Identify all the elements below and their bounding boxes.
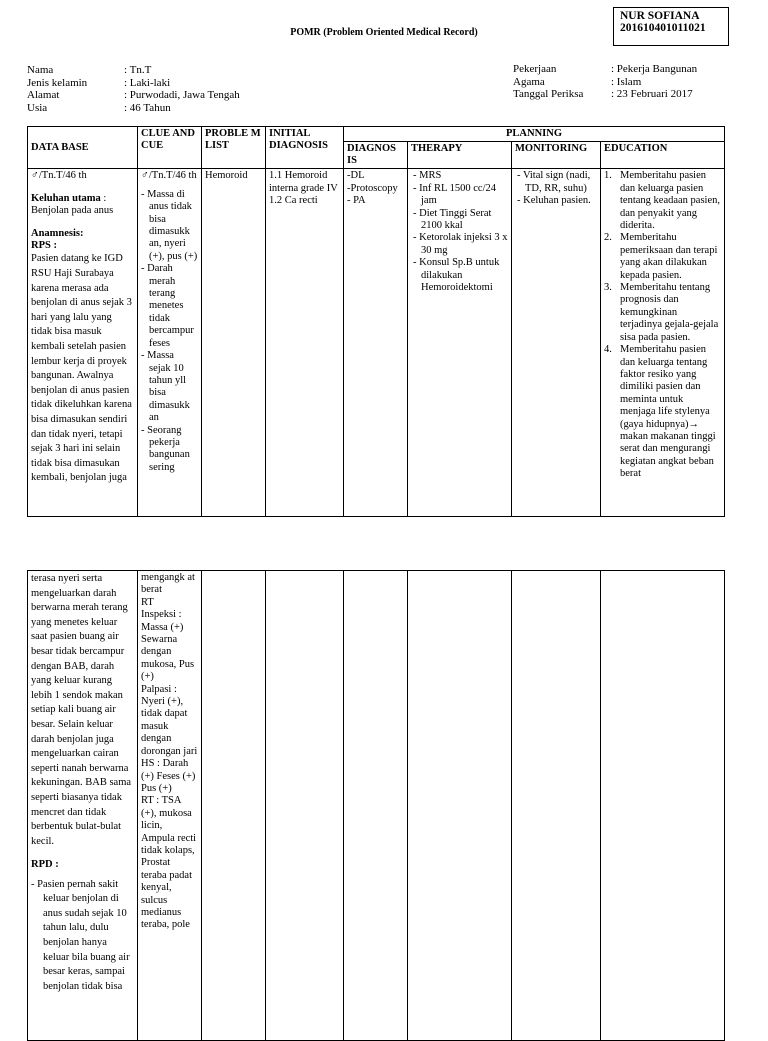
therapy-item: - Ketorolak injeksi 3 x 30 mg	[413, 232, 508, 256]
cell-clue-cue-cont	[138, 571, 202, 1041]
monitoring-item: - Keluhan pasien.	[517, 195, 591, 207]
document-title: POMR (Problem Oriented Medical Record)	[290, 27, 478, 38]
clue-line: Inspeksi : Massa (+) Sewarna dengan mukosa, Pus (+)	[141, 609, 195, 683]
db-patient-line: ♂/Tn.T/46 th	[31, 170, 87, 182]
pomr-table-page2	[27, 570, 725, 1041]
clue-line: RT : TSA (+), mukosa licin, Ampula recti tidak kolaps, Prostat teraba padat kenyal, sulcus medianus teraba, pole	[141, 795, 197, 931]
db-rpd-heading: RPD :	[31, 859, 59, 871]
cell-initial-diagnosis-cont	[266, 571, 344, 1041]
patient-sex-value: : Laki-laki	[124, 76, 171, 89]
education-item: 1. Memberitahu pasien dan keluarga pasien tentang keadaan pasien, dan penyakit yang diderita.	[604, 170, 720, 232]
cell-problem-list-cont	[202, 571, 266, 1041]
patient-religion-label: Agama	[513, 75, 545, 88]
therapy-item: - MRS	[413, 170, 442, 182]
cell-diagnosis	[344, 169, 408, 517]
cell-therapy-cont	[408, 571, 512, 1041]
cell-education	[601, 169, 725, 517]
db-rpd-item: - Pasien pernah sakit keluar benjolan di anus sudah sejak 10 tahun lalu, dulu benjolan hanya keluar bila buang air besar keras, sampai benjolan tidak bisa	[31, 878, 130, 992]
header-initial-diagnosis: INITIAL DIAGNOSIS	[266, 127, 344, 169]
clue-line: Palpasi : Nyeri (+), tidak dapat masuk dengan dorongan jari	[141, 683, 198, 757]
author-name: NUR SOFIANA	[620, 10, 700, 22]
therapy-item: - Diet Tinggi Serat 2100 kkal	[413, 207, 492, 232]
clue-item: - Massa sejak 10 tahun yll bisa dimasukk an	[141, 350, 190, 424]
pomr-table-page1	[27, 126, 725, 517]
db-anamnesis-heading: Anamnesis:	[31, 227, 84, 239]
header-therapy: THERAPY	[408, 142, 512, 169]
problem-item: Hemoroid	[205, 170, 248, 182]
therapy-item: - Konsul Sp.B untuk dilakukan Hemoroidektomi	[413, 257, 500, 294]
patient-name-label: Nama	[27, 64, 54, 76]
header-diagnosis: DIAGNOS IS	[344, 142, 408, 169]
header-planning: PLANNING	[344, 127, 725, 142]
education-item: 2. Memberitahu pemeriksaan dan terapi yang akan dilakukan kepada pasien.	[604, 232, 718, 281]
patient-religion-value: : Islam	[611, 75, 642, 88]
dx-plan-item: - PA	[347, 195, 366, 207]
db-rps-heading: RPS :	[31, 240, 57, 252]
db-keluhan-text: Benjolan pada anus	[31, 205, 114, 217]
clue-line: RT	[141, 596, 154, 608]
db-rps-continued: terasa nyeri serta mengeluarkan darah berwarna merah terang yang menetes keluar saat pasien buang air besar tidak bercampur dengan BAB, darah yang keluar kurang lebih 1 sendok makan setiap kali buang air besar. Selain keluar darah benjolan juga mengeluarkan cairan seperti nanah berwarna kekuningan. BAB sama seperti biasanya tidak mencret dan tidak berbentuk bulat-bulat kecil.	[31, 573, 132, 847]
clue-line: mengangk at berat	[141, 572, 195, 596]
clue-item: - Darah merah terang menetes tidak bercampur feses	[141, 263, 194, 349]
patient-address-value: : Purwodadi, Jawa Tengah	[124, 89, 240, 101]
exam-date-value: : 23 Februari 2017	[611, 88, 693, 100]
monitoring-item: - Vital sign (nadi, TD, RR, suhu)	[517, 170, 591, 194]
db-keluhan-colon: :	[100, 192, 107, 204]
cell-data-base	[28, 169, 138, 517]
clue-line: HS : Darah (+) Feses (+) Pus (+)	[141, 758, 196, 794]
exam-date-label: Tanggal Periksa	[513, 88, 584, 100]
clue-item: - Seorang pekerja bangunan sering	[141, 424, 190, 473]
author-id: 201610401011021	[620, 22, 706, 34]
initial-dx-item: 1.1 Hemoroid interna grade IV	[269, 170, 338, 194]
patient-sex-label: Jenis kelamin	[27, 76, 88, 89]
patient-job-label: Pekerjaan	[513, 63, 557, 75]
patient-address-label: Alamat	[27, 89, 60, 101]
education-item: 3. Memberitahu tentang prognosis dan kemungkinan terjadinya gejala-gejala sisa pada pasien.	[604, 282, 719, 343]
initial-dx-item: 1.2 Ca recti	[269, 195, 318, 207]
patient-job-value: : Pekerja Bangunan	[611, 63, 698, 75]
patient-age-value: : 46 Tahun	[124, 101, 171, 114]
cell-data-base-cont	[28, 571, 138, 1041]
education-item: 4. Memberitahu pasien dan keluarga tentang faktor resiko yang dimiliki pasien dan meminta untuk menjaga life stylenya (gaya hidupnya)→ makan makanan tinggi serat dan mengurangi kegiatan angkat beban berat	[604, 344, 716, 480]
therapy-item: - Inf RL 1500 cc/24 jam	[413, 182, 497, 207]
dx-plan-item: -Protoscopy	[347, 182, 398, 194]
cell-problem-list	[202, 169, 266, 517]
cell-education-cont	[601, 571, 725, 1041]
cell-monitoring	[512, 169, 601, 517]
cell-therapy	[408, 169, 512, 517]
db-rps-text: Pasien datang ke IGD RSU Haji Surabaya karena merasa ada benjolan di anus sejak 3 hari yang lalu yang tidak bisa masuk kembali setelah pasien lembur kerja di proyek bangunan. Awalnya benjolan di anus pasien tidak dikeluhkan karena bisa dimasukan sendiri dan tidak nyeri, tetapi sejak 3 hari ini selain tidak bisa dimasukan kembali, benjolan juga	[31, 253, 132, 484]
header-education: EDUCATION	[601, 142, 725, 169]
header-clue-cue: CLUE AND CUE	[138, 127, 202, 169]
cell-diagnosis-cont	[344, 571, 408, 1041]
cell-clue-cue	[138, 169, 202, 517]
cell-monitoring-cont	[512, 571, 601, 1041]
cell-initial-diagnosis	[266, 169, 344, 517]
header-problem-list: PROBLE M LIST	[202, 127, 266, 169]
patient-name-value: : Tn.T	[124, 64, 152, 76]
header-data-base: DATA BASE	[28, 127, 138, 169]
clue-item: - Massa di anus tidak bisa dimasukk an, nyeri (+), pus (+)	[141, 188, 198, 262]
db-keluhan-label: Keluhan utama	[31, 192, 101, 204]
clue-patient-line: ♂/Tn.T/46 th	[141, 170, 197, 182]
dx-plan-item: -DL	[347, 170, 365, 182]
header-monitoring: MONITORING	[512, 142, 601, 169]
patient-age-label: Usia	[27, 101, 48, 114]
